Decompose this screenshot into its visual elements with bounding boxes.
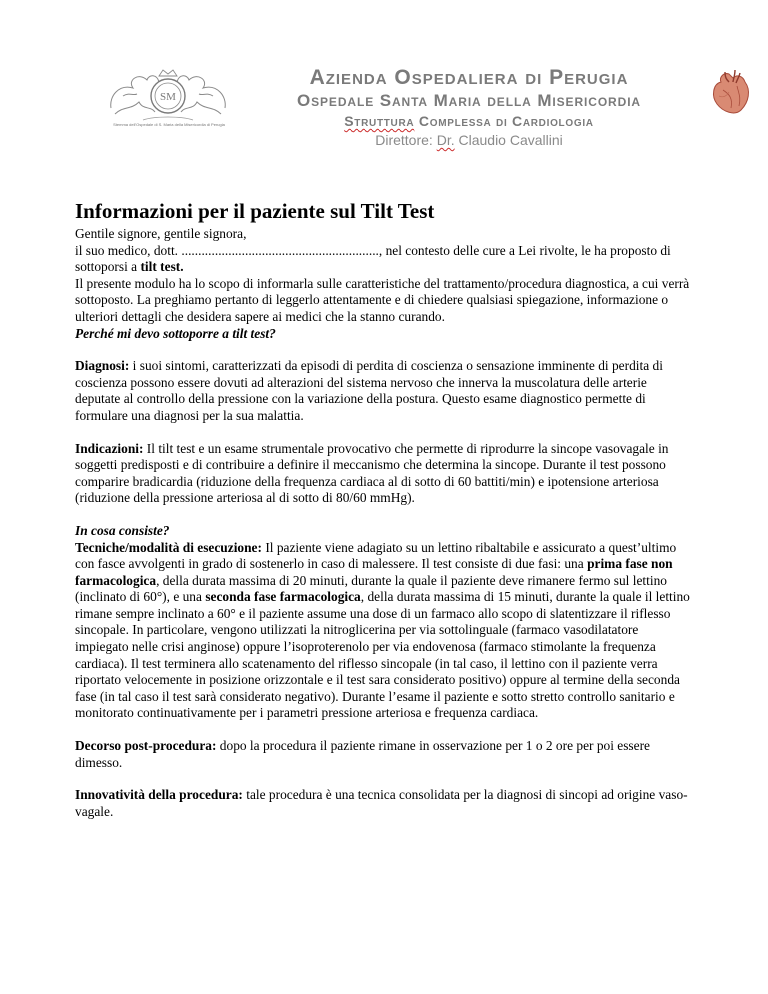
doctor-line-text: il suo medico, dott. ..........................................................., nel contesto delle cure a Lei rivolte, le ha proposto di sottoporsi a [75, 242, 671, 275]
prima-fase-bold: prima fase non farmacologica [75, 556, 673, 588]
hospital-name: Ospedale Santa Maria della Misericordia [297, 91, 641, 110]
tecniche-text-3: , della durata massima di 15 minuti, durante la quale il lettino rimane sempre inclinato a 60° e il paziente assume una dose di un farmaco allo scopo di slatentizzare il riflesso sincopale. In particolare, vengono utilizzati la nitroglicerina per via sottolinguale (farmaco vasodilatatore impiegato nelle crisi anginose) oppure l’isoproterenolo per via endovenosa (farmaco stimolante la frequenza cardiaca). Il test terminera allo scatenamento del riflesso sincopale (in tal caso, il lettino con il paziente verra riportato velocemente in posizione orizzontale e il test sara considerato positivo) oppure al termine della seconda fase (in tal caso il test sarà considerato negativo). Durante l’esame il paziente e sotto stretto controllo sanitario e monitorato continuativamente per i parametri pressione arteriosa e frequenza cardiaca. [75, 589, 690, 721]
director-line [244, 131, 694, 150]
svg-text:SM: SM [160, 91, 176, 103]
crest-caption: Stemma dell'Ospedale di S. Maria della Misericordia di Perugia [113, 122, 225, 127]
tilt-test-bold: tilt test. [140, 259, 184, 275]
innovativita-label: Innovatività della procedura: [75, 787, 243, 803]
doctor-line [75, 243, 695, 276]
director-title: Dr. [436, 132, 455, 148]
seconda-fase-bold: seconda fase farmacologica [205, 589, 361, 605]
director-name: Claudio Cavallini [454, 132, 563, 148]
tecniche-text-2: , della durata massima di 20 minuti, durante la quale il paziente deve rimanere fermo sul lettino (inclinato di 60°), e una [75, 572, 667, 605]
institution-name: Azienda Ospedaliera di Perugia [309, 66, 629, 89]
tecniche-label: Tecniche/modalità di esecuzione: [75, 539, 262, 555]
diagnosi-text: i suoi sintomi, caratterizzati da episodi di perdita di coscienza o sensazione imminente di perdita di coscienza possono essere dovuti ad alterazioni del sistema nervoso che innerva la muscolatura delle arterie deputate al controllo della pressione con la variazione della postura. Questo esame diagnostico permette di formulare una diagnosi per la sua malattia. [75, 358, 663, 423]
diagnosi-label: Diagnosi: [75, 358, 130, 374]
letterhead [0, 0, 768, 170]
tecniche-text-1: Il paziente viene adagiato su un lettino ribaltabile e assicurato a quest’ultimo con fasce avvolgenti in grado di sostenerlo in caso di malessere. Il test consiste di due fasi: una [75, 539, 677, 572]
director-label: Direttore: [375, 132, 437, 148]
document-body [75, 198, 695, 820]
innovativita-paragraph [75, 787, 695, 820]
decorso-paragraph [75, 738, 695, 771]
department-prefix: Struttura [344, 113, 415, 129]
department-rest: Complessa di Cardiologia [414, 113, 594, 129]
heart-logo [707, 68, 755, 118]
document-title: Informazioni per il paziente sul Tilt Test [75, 199, 435, 223]
decorso-label: Decorso post-procedura: [75, 738, 217, 754]
letterhead-text [244, 66, 694, 150]
decorso-text: dopo la procedura il paziente rimane in osservazione per 1 o 2 ore per poi essere dimesso. [75, 738, 650, 770]
why-question: Perché mi devo sottoporre a tilt test? [75, 325, 276, 341]
innovativita-text: tale procedura è una tecnica consolidata per la diagnosi di sincopi ad origine vaso-vagale. [75, 787, 688, 819]
indicazioni-paragraph [75, 441, 695, 507]
hospital-crest-logo [103, 66, 233, 128]
indicazioni-text: Il tilt test e un esame strumentale provocativo che permette di riprodurre la sincope vasovagale in soggetti predisposti e di contribuire a definire il meccanismo che determina la sincope. Durante il test possono comparire bradicardia (riduzione della frequenza cardiaca al di sotto di 60 battiti/min) e ipotensione arteriosa (riduzione della pressione arteriosa al di sotto di 80/60 mmHg). [75, 440, 669, 506]
diagnosi-paragraph [75, 358, 695, 424]
department-name [244, 111, 694, 131]
greeting: Gentile signore, gentile signora, [75, 226, 247, 241]
consiste-question: In cosa consiste? [75, 522, 170, 538]
tecniche-paragraph [75, 540, 695, 723]
indicazioni-label: Indicazioni: [75, 440, 144, 456]
purpose-paragraph: Il presente modulo ha lo scopo di informarla sulle caratteristiche del trattamento/procedura diagnostica, a cui verrà sottoposto. La preghiamo pertanto di leggerlo attentamente e di chiedere qualsiasi spiegazione, informazione o ulteriori dettagli che desidera sapere ai medici che la stanno curando. [75, 275, 690, 324]
